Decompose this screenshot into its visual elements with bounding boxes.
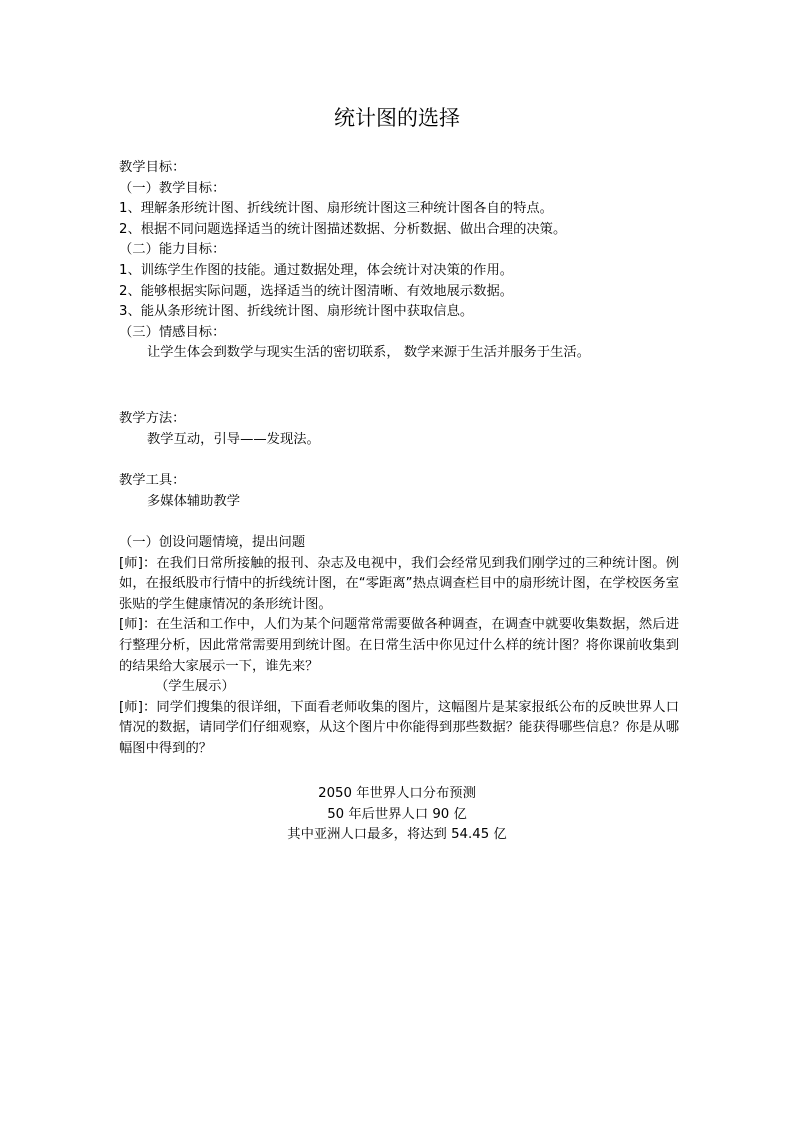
- tools-text: 多媒体辅助教学: [147, 493, 241, 509]
- figure-caption-line-2: 50 年后世界人口 90 亿: [327, 806, 467, 822]
- knowledge-goal-item: 2、根据不同问题选择适当的统计图描述数据、分析数据、做出合理的决策。: [119, 221, 567, 237]
- emotion-goals-heading: （三）情感目标：: [119, 324, 226, 340]
- figure-caption-line-3: 其中亚洲人口最多，将达到 54.45 亿: [287, 827, 507, 843]
- figure-caption-block: [0, 784, 794, 846]
- teaching-method-section: [119, 409, 679, 450]
- student-display-note: （学生展示）: [155, 679, 235, 695]
- goals-heading: 教学目标：: [119, 160, 186, 175]
- teacher-paragraph-2: [师]：在生活和工作中，人们为某个问题常常需要做各种调查，在调查中就要收集数据，然后进行整理分析，因此常常需要用到统计图。在日常生活中你见过什么样的统计图？将你课前收集到的结果给大家展示一下，谁先来？: [119, 617, 679, 674]
- ability-goal-item: 1、训练学生作图的技能。通过数据处理，体会统计对决策的作用。: [119, 262, 514, 278]
- teaching-goals-section: [119, 158, 679, 364]
- method-text: 教学互动，引导——发现法。: [147, 431, 320, 447]
- teaching-process-section: [119, 533, 679, 760]
- ability-goal-item: 3、能从条形统计图、折线统计图、扇形统计图中获取信息。: [119, 304, 474, 320]
- teaching-tools-section: [119, 471, 679, 512]
- emotion-goal-text: 让学生体会到数学与现实生活的密切联系， 数学来源于生活并服务于生活。: [147, 345, 591, 361]
- figure-caption-line-1: 2050 年世界人口分布预测: [318, 786, 476, 801]
- tools-heading: 教学工具：: [119, 473, 186, 488]
- process-heading: （一）创设问题情境，提出问题: [119, 535, 306, 550]
- method-heading: 教学方法：: [119, 411, 186, 426]
- teacher-paragraph-3: [师]：同学们搜集的很详细，下面看老师收集的图片，这幅图片是某家报纸公布的反映世界人口情况的数据，请同学们仔细观察，从这个图片中你能得到那些数据？能获得哪些信息？你是从哪幅图中得到的？: [119, 699, 679, 756]
- knowledge-goals-heading: （一）教学目标：: [119, 180, 226, 196]
- ability-goals-heading: （二）能力目标：: [119, 242, 226, 258]
- teacher-paragraph-1: [师]：在我们日常所接触的报刊、杂志及电视中，我们会经常见到我们刚学过的三种统计图。例如，在报纸股市行情中的折线统计图，在“零距离”热点调查栏目中的扇形统计图，在学校医务室张贴的学生健康情况的条形统计图。: [119, 555, 679, 612]
- knowledge-goal-item: 1、理解条形统计图、折线统计图、扇形统计图这三种统计图各自的特点。: [119, 201, 553, 217]
- page-title: 统计图的选择: [334, 106, 460, 130]
- ability-goal-item: 2、能够根据实际问题，选择适当的统计图清晰、有效地展示数据。: [119, 283, 514, 299]
